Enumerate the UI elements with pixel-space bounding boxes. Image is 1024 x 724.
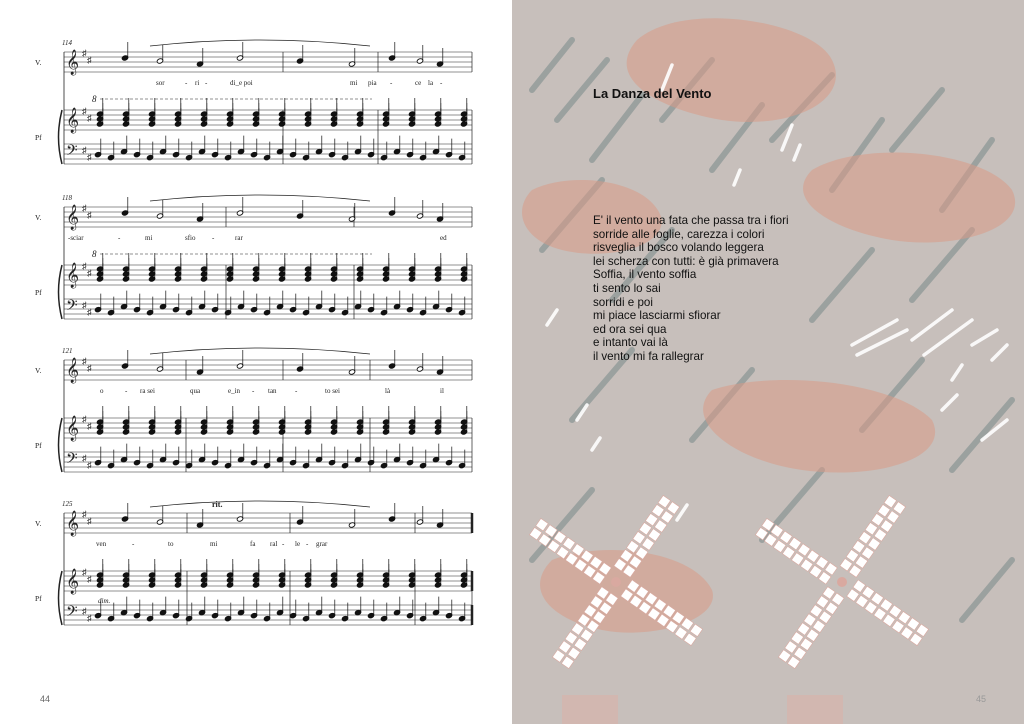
poem-line: ed ora sei qua (593, 322, 667, 336)
lyric-syllable: di_e poi (230, 79, 253, 87)
sharp: ♯ (87, 307, 92, 317)
treble-clef: 𝄞 (66, 107, 80, 132)
lyric-syllable: to (168, 540, 174, 548)
piano-brace (59, 571, 63, 625)
treble-clef: 𝄞 (66, 510, 80, 535)
sharp: ♯ (82, 145, 87, 155)
lyric-syllable: grar (316, 540, 328, 548)
slur (150, 501, 370, 507)
sharp: ♯ (87, 268, 92, 278)
lyric-syllable: to sei (325, 387, 340, 395)
lyric-syllable: qua (190, 387, 201, 395)
slur (150, 40, 370, 46)
lyric-syllable: le (295, 540, 301, 548)
poem-line: sorridi e poi (593, 295, 653, 309)
dynamic-mark: dim. (98, 597, 111, 605)
lyric-syllable: mi (210, 540, 218, 548)
lyric-syllable: ral (270, 540, 278, 548)
voice-label: V. (35, 366, 42, 375)
bass-clef: 𝄢 (66, 450, 78, 470)
lyric-syllable: pia (368, 79, 377, 87)
sharp: ♯ (87, 210, 92, 220)
poem-line: mi piace lasciarmi sfiorar (593, 309, 721, 323)
measure-number: 125 (62, 500, 73, 508)
piano-label: Pf (35, 288, 42, 297)
measure-number: 114 (62, 39, 72, 47)
sharp: ♯ (82, 356, 87, 366)
lyric-syllable: - (132, 540, 135, 548)
poem-line: E' il vento una fata che passa tra i fiori (593, 214, 789, 227)
treble-clef: 𝄞 (66, 357, 80, 382)
voice-label: V. (35, 213, 42, 222)
poem-line: e intanto vai là (593, 336, 668, 350)
voice-label: V. (35, 58, 42, 67)
poem-line: Soffia, il vento soffia (593, 268, 697, 282)
lyric-syllable: - (185, 79, 188, 87)
lyric-syllable: - (212, 234, 215, 242)
sharp: ♯ (82, 567, 87, 577)
sharp: ♯ (82, 414, 87, 424)
lyric-syllable: mi (350, 79, 358, 87)
poem-line: sorride alle foglie, carezza i colori (593, 227, 765, 241)
sharp: ♯ (87, 613, 92, 623)
sharp: ♯ (87, 516, 92, 526)
treble-clef: 𝄞 (66, 568, 80, 593)
lyric-syllable: il (440, 387, 444, 395)
measure-number: 118 (62, 194, 72, 202)
lyric-syllable: tan (268, 387, 277, 395)
lyric-syllable: ce (415, 79, 422, 87)
sharp: ♯ (87, 113, 92, 123)
piano-brace (59, 265, 63, 319)
bass-clef: 𝄢 (66, 297, 78, 317)
lyric-syllable: - (282, 540, 285, 548)
right-page (512, 0, 1024, 724)
sharp: ♯ (82, 261, 87, 271)
lyric-syllable: - (306, 540, 309, 548)
piano-label: Pf (35, 594, 42, 603)
ottava-mark: 8 (92, 94, 97, 104)
measure-number: 121 (62, 347, 73, 355)
poem-title: La Danza del Vento (593, 86, 712, 101)
sharp: ♯ (82, 48, 87, 58)
lyric-syllable: - (118, 234, 121, 242)
poem-text (593, 214, 789, 364)
lyric-syllable: - (205, 79, 208, 87)
lyric-syllable: - (390, 79, 393, 87)
lyric-syllable: - (252, 387, 255, 395)
sharp: ♯ (82, 106, 87, 116)
lyric-syllable: e_in (228, 387, 241, 395)
slur (150, 348, 370, 354)
tempo-mark: rit. (212, 500, 223, 509)
lyric-syllable: ra sei (140, 387, 155, 395)
page-number-left: 44 (40, 694, 51, 704)
sharp: ♯ (82, 606, 87, 616)
sharp: ♯ (87, 363, 92, 373)
sharp: ♯ (87, 55, 92, 65)
sharp: ♯ (82, 453, 87, 463)
poem-line: ti sento lo sai (593, 281, 661, 295)
lyric-syllable: o (100, 387, 104, 395)
piano-label: Pf (35, 133, 42, 142)
sharp: ♯ (87, 574, 92, 584)
lyric-syllable: sfio (185, 234, 196, 242)
treble-clef: 𝄞 (66, 415, 80, 440)
lyric-syllable: -sciar (68, 234, 84, 242)
poem-line: lei scherza con tutti: è già primavera (593, 254, 779, 268)
lyric-syllable: ed (440, 234, 447, 242)
lyric-syllable: sor (156, 79, 165, 87)
sharp: ♯ (87, 421, 92, 431)
sharp: ♯ (82, 509, 87, 519)
lyric-syllable: - (440, 79, 443, 87)
lyric-syllable: - (295, 387, 298, 395)
poem-line: risveglia il bosco volando leggera (593, 241, 764, 255)
lyric-syllable: ven (96, 540, 107, 548)
lyric-syllable: rar (235, 234, 243, 242)
voice-label: V. (35, 519, 42, 528)
lyric-syllable: la (428, 79, 434, 87)
sharp: ♯ (82, 203, 87, 213)
page-number-right: 45 (975, 694, 986, 704)
bass-clef: 𝄢 (66, 142, 78, 162)
treble-clef: 𝄞 (66, 204, 80, 229)
treble-clef: 𝄞 (66, 262, 80, 287)
lyric-syllable: mi (145, 234, 153, 242)
piano-brace (59, 110, 63, 164)
lyric-syllable: ri (195, 79, 200, 87)
treble-clef: 𝄞 (66, 49, 80, 74)
sharp: ♯ (87, 460, 92, 470)
bass-clef: 𝄢 (66, 603, 78, 623)
lyric-syllable: là (385, 387, 391, 395)
lyric-syllable: - (125, 387, 128, 395)
sharp: ♯ (82, 300, 87, 310)
lyric-syllable: fa (250, 540, 256, 548)
piano-brace (59, 418, 63, 472)
slur (150, 195, 370, 201)
sharp: ♯ (87, 152, 92, 162)
piano-label: Pf (35, 441, 42, 450)
ottava-mark: 8 (92, 249, 97, 259)
poem-line: il vento mi fa rallegrar (593, 349, 704, 363)
